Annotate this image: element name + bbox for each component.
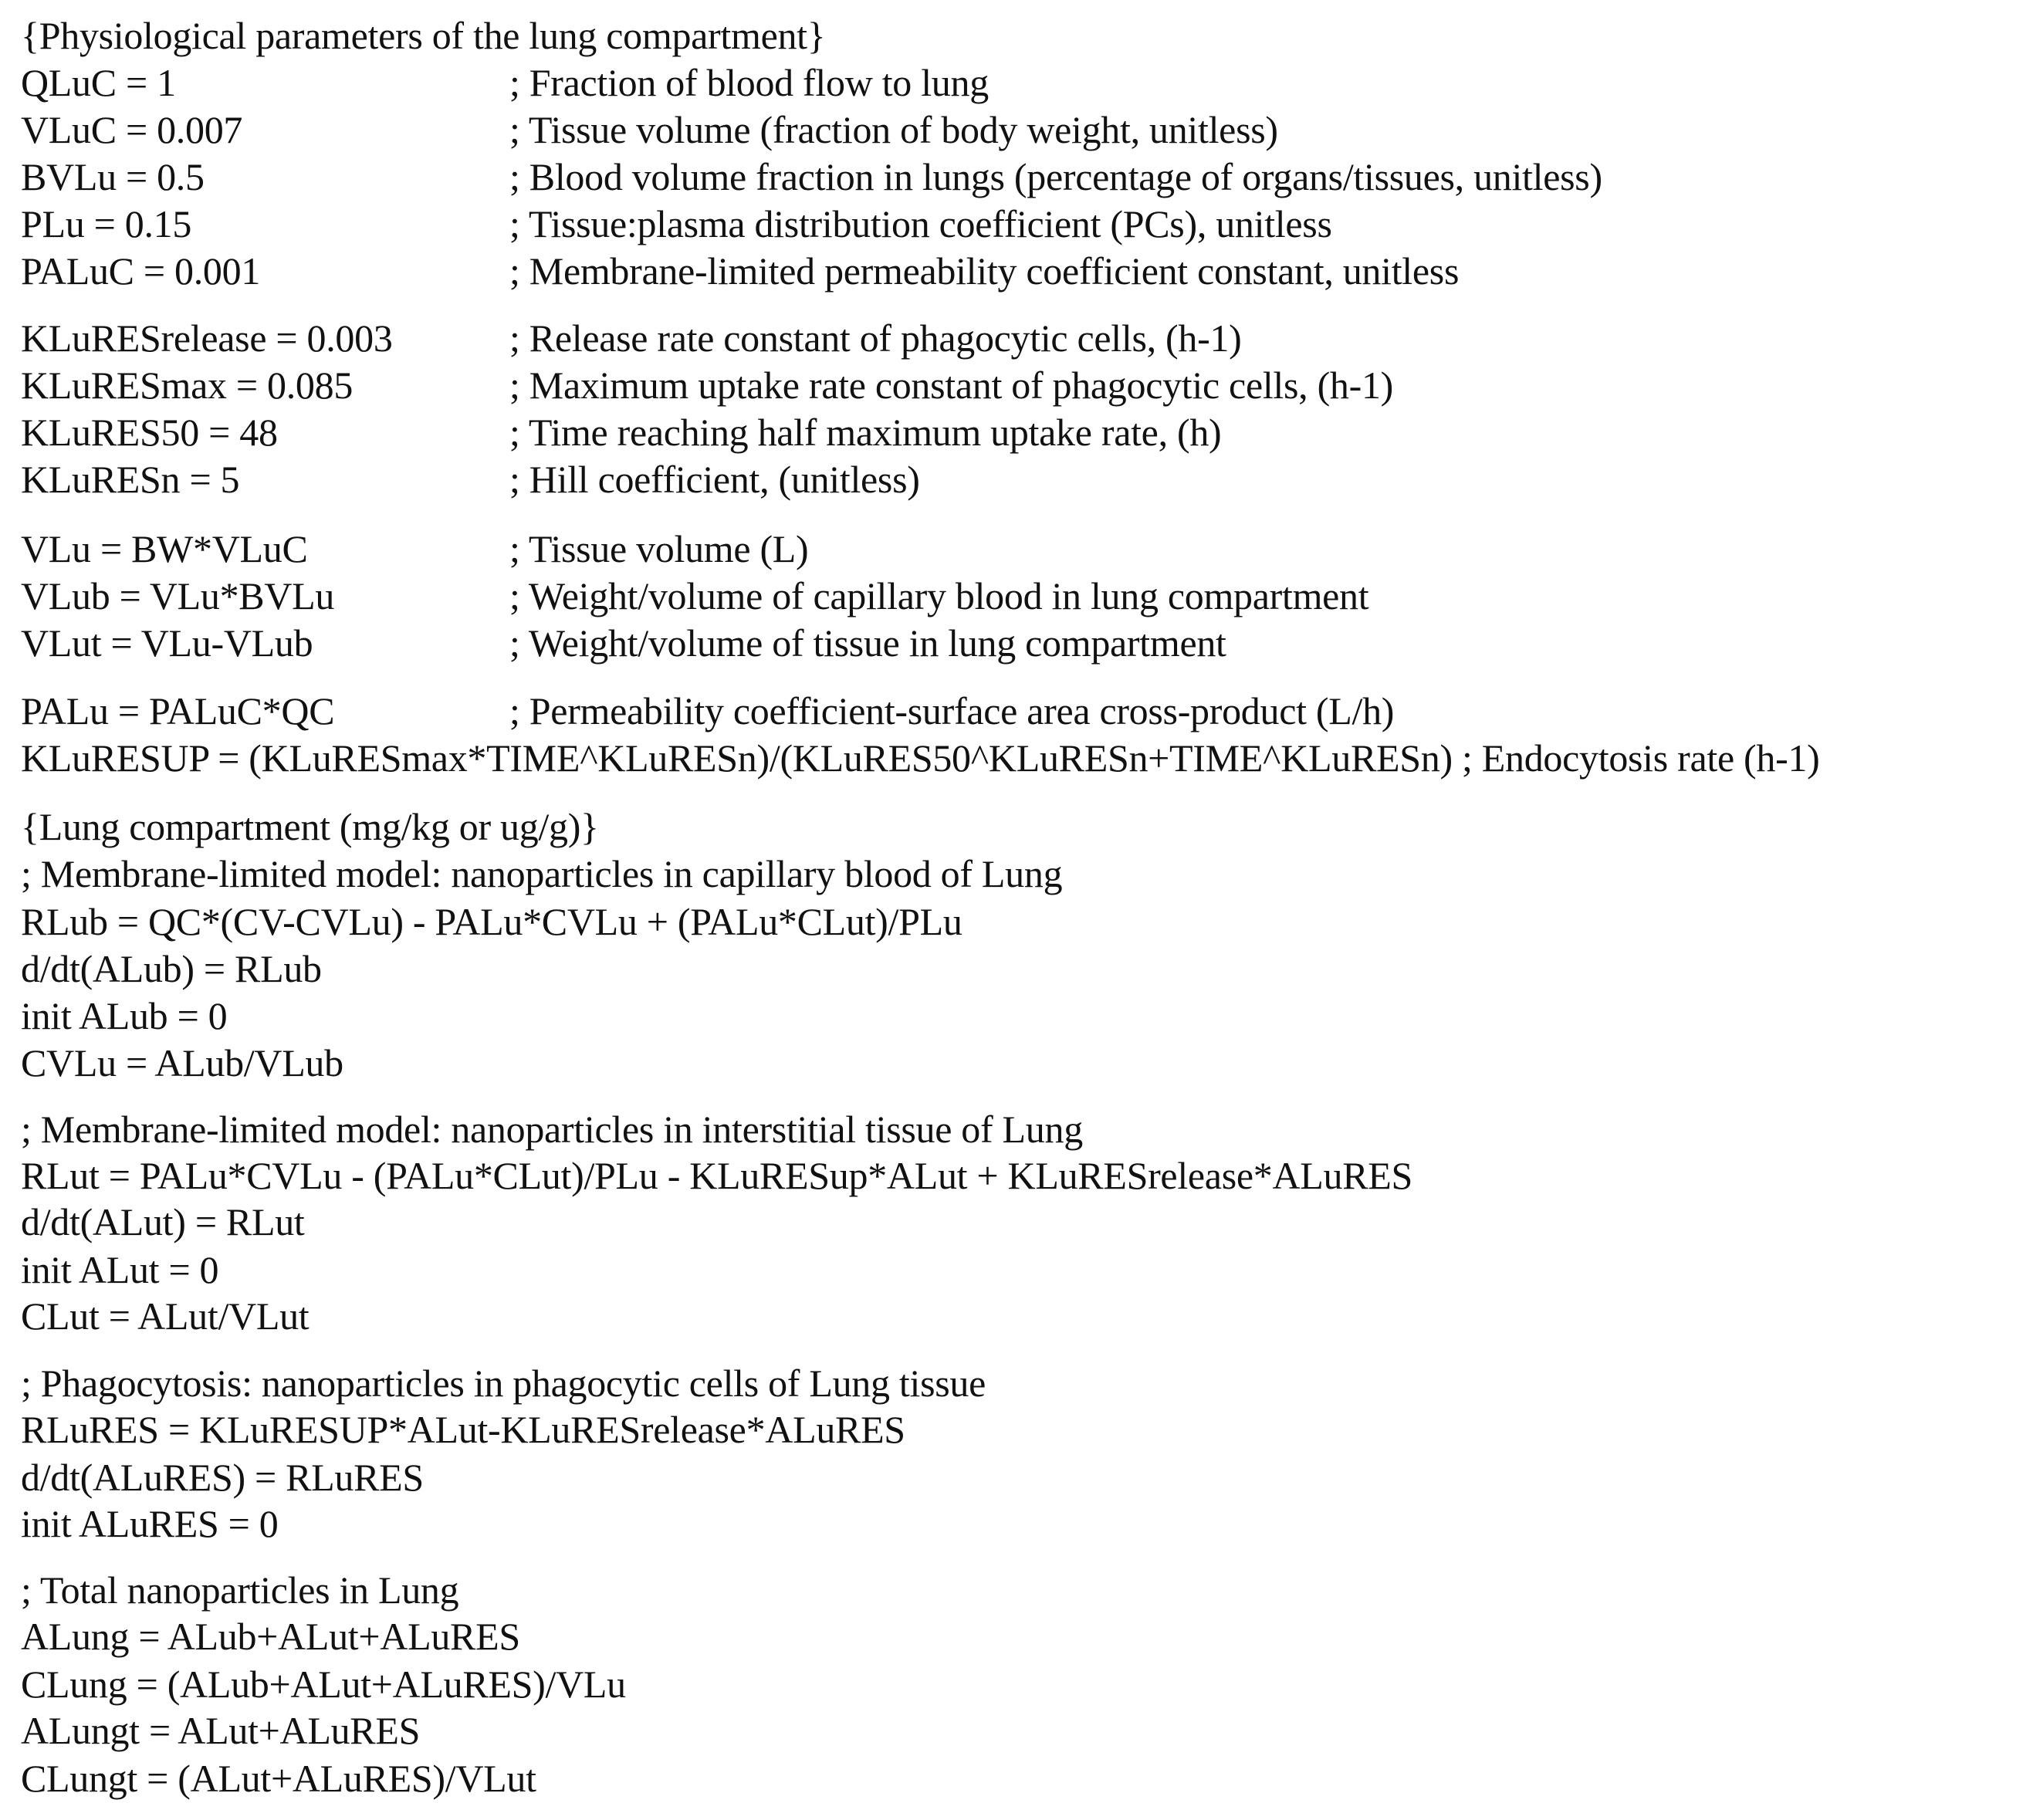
parameter-definition: KLuRESmax = 0.085 — [21, 364, 354, 407]
code-line: KLuRESUP = (KLuRESmax*TIME^KLuRESn)/(KLuRES50^KLuRESn+TIME^KLuRESn) ; Endocytosis rate (h-1) — [21, 736, 1820, 780]
parameter-comment: ; Tissue:plasma distribution coefficient (PCs), unitless — [509, 202, 1332, 245]
code-line: CLungt = (ALut+ALuRES)/VLut — [21, 1757, 536, 1800]
code-line: init ALuRES = 0 — [21, 1502, 279, 1545]
parameter-definition: KLuRESrelease = 0.003 — [21, 316, 393, 360]
parameter-comment: ; Release rate constant of phagocytic cells, (h-1) — [509, 316, 1242, 360]
code-line: CLut = ALut/VLut — [21, 1294, 310, 1338]
code-line: d/dt(ALut) = RLut — [21, 1200, 305, 1243]
parameter-definition: QLuC = 1 — [21, 61, 176, 104]
comment-line: ; Phagocytosis: nanoparticles in phagocytic cells of Lung tissue — [21, 1362, 986, 1405]
code-line: RLub = QC*(CV-CVLu) - PALu*CVLu + (PALu*CLut)/PLu — [21, 900, 962, 943]
parameter-definition: PALuC = 0.001 — [21, 249, 261, 293]
parameter-comment: ; Tissue volume (L) — [509, 527, 809, 570]
section-heading: {Lung compartment (mg/kg or ug/g)} — [21, 805, 599, 848]
code-line: RLut = PALu*CVLu - (PALu*CLut)/PLu - KLuRESup*ALut + KLuRESrelease*ALuRES — [21, 1154, 1413, 1197]
parameter-definition: PALu = PALuC*QC — [21, 689, 335, 732]
code-line: d/dt(ALuRES) = RLuRES — [21, 1456, 424, 1499]
parameter-comment: ; Weight/volume of tissue in lung compartment — [509, 621, 1226, 665]
parameter-comment: ; Maximum uptake rate constant of phagocytic cells, (h-1) — [509, 364, 1394, 407]
parameter-comment: ; Weight/volume of capillary blood in lung compartment — [509, 574, 1369, 617]
parameter-comment: ; Time reaching half maximum uptake rate, (h) — [509, 411, 1222, 454]
parameter-definition: VLut = VLu-VLub — [21, 621, 313, 665]
code-line: init ALut = 0 — [21, 1248, 219, 1291]
parameter-comment: ; Blood volume fraction in lungs (percentage of organs/tissues, unitless) — [509, 155, 1602, 198]
parameter-definition: VLu = BW*VLuC — [21, 527, 308, 570]
parameter-comment: ; Fraction of blood flow to lung — [509, 61, 989, 104]
parameter-comment: ; Hill coefficient, (unitless) — [509, 458, 920, 501]
parameter-definition: KLuRES50 = 48 — [21, 411, 278, 454]
code-line: ALungt = ALut+ALuRES — [21, 1709, 421, 1752]
code-line: RLuRES = KLuRESUP*ALut-KLuRESrelease*ALuRES — [21, 1408, 905, 1451]
parameter-comment: ; Membrane-limited permeability coefficient constant, unitless — [509, 249, 1460, 293]
parameter-comment: ; Permeability coefficient-surface area cross-product (L/h) — [509, 689, 1395, 732]
comment-line: ; Membrane-limited model: nanoparticles in interstitial tissue of Lung — [21, 1108, 1083, 1151]
code-line: CVLu = ALub/VLub — [21, 1041, 343, 1084]
code-line: init ALub = 0 — [21, 994, 228, 1037]
parameter-definition: KLuRESn = 5 — [21, 458, 240, 501]
comment-line: ; Membrane-limited model: nanoparticles in capillary blood of Lung — [21, 852, 1063, 895]
section-heading: {Physiological parameters of the lung compartment} — [21, 14, 826, 57]
code-line: d/dt(ALub) = RLub — [21, 947, 322, 990]
parameter-definition: PLu = 0.15 — [21, 202, 192, 245]
code-line: CLung = (ALub+ALut+ALuRES)/VLu — [21, 1663, 626, 1706]
parameter-definition: BVLu = 0.5 — [21, 155, 205, 198]
parameter-comment: ; Tissue volume (fraction of body weight, unitless) — [509, 108, 1278, 151]
parameter-definition: VLub = VLu*BVLu — [21, 574, 335, 617]
code-line: ALung = ALub+ALut+ALuRES — [21, 1615, 520, 1658]
parameter-definition: VLuC = 0.007 — [21, 108, 243, 151]
comment-line: ; Total nanoparticles in Lung — [21, 1568, 459, 1612]
